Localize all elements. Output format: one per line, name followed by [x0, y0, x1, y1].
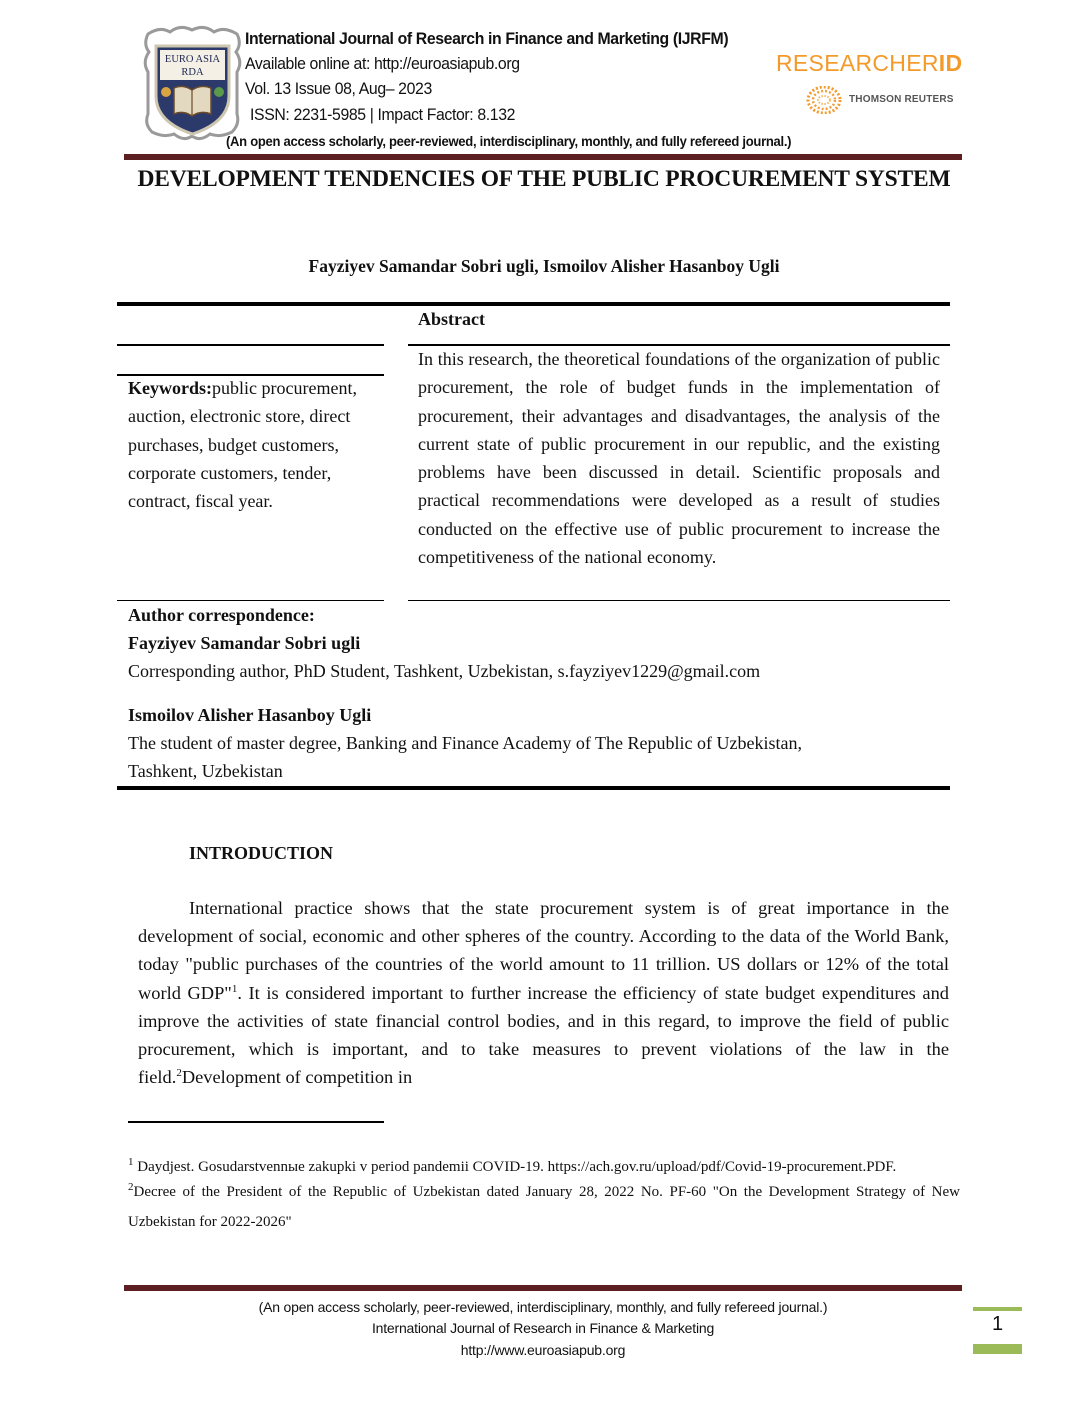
keywords-label: Keywords:	[128, 378, 212, 398]
thomson-reuters-dots-icon	[806, 86, 842, 114]
author2-name: Ismoilov Alisher Hasanboy Ugli	[128, 705, 372, 725]
footer-tagline: (An open access scholarly, peer-reviewed, interdisciplinary, monthly, and fully refereed journal.)	[258, 1299, 828, 1315]
page-number: 1	[991, 1313, 1004, 1335]
researcherid-prefix: RESEARCHER	[776, 50, 939, 76]
introduction-heading: INTRODUCTION	[189, 843, 334, 863]
footnote-ref-1[interactable]: 1	[231, 982, 238, 995]
footer-divider	[124, 1285, 962, 1291]
journal-logo	[140, 24, 245, 142]
logo-text-2: RDA	[181, 67, 204, 78]
intro-text-1: International practice shows that the state procurement system is of great importance in the development of social, economic and other spheres of the country. According to the data of the World Bank, today "public purchases of the countries of the world amount to 11 trillion. US dollars or 12% of the total world GDP"	[138, 898, 949, 1003]
footnote-text: Daydjest. Gosudarstvennыe zakupki v period pandemii COVID-19. https://ach.gov.ru/upload/pdf/Covid-19-procurement.PDF.	[133, 1159, 897, 1175]
article-authors: Fayziyev Samandar Sobri ugli, Ismoilov Alisher Hasanboy Ugli	[308, 256, 780, 276]
author2-affiliation-2: Tashkent, Uzbekistan	[128, 761, 283, 781]
journal-title: International Journal of Research in Finance and Marketing (IJRFM)	[245, 29, 729, 48]
author1-affiliation: Corresponding author, PhD Student, Tashkent, Uzbekistan, s.fayziyev1229@gmail.com	[128, 661, 761, 681]
footnote-mark: 2	[128, 1181, 134, 1193]
footnote-1	[128, 1157, 960, 1177]
author1-name: Fayziyev Samandar Sobri ugli	[128, 633, 361, 653]
correspondence-label: Author correspondence:	[128, 605, 315, 625]
abstract-text: In this research, the theoretical foundations of the organization of public procurement, the role of budget funds in the implementation of procurement, their advantages and disadvantages, the analysis of the current state of public procurement in our republic, and the existing problems have been discussed in detail. Scientific proposals and practical recommendations were developed as a result of studies conducted on the effective use of public procurement to increase the competitiveness of the national economy.	[418, 349, 940, 568]
footnote-mark: 1	[128, 1156, 134, 1168]
page-number-bottom-bar	[973, 1344, 1022, 1354]
footnote-2	[128, 1177, 960, 1237]
intro-text-2: . It is considered important to further increase the efficiency of state budget expenditures and improve the activities of state financial control bodies, and in this regard, to improve the field of public procurement, which is important, and to take measures to prevent violations of the law in the field.	[138, 982, 949, 1088]
volume-issue: Vol. 13 Issue 08, Aug– 2023	[245, 79, 432, 98]
issn-impact-factor: ISSN: 2231-5985 | Impact Factor: 8.132	[250, 105, 516, 124]
footnote-ref-2[interactable]: 2	[176, 1067, 182, 1080]
available-online-text: Available online at: http://euroasiapub.org	[245, 54, 520, 73]
page-number-top-bar	[973, 1307, 1022, 1311]
keywords-block	[128, 374, 378, 515]
author2-affiliation-1: The student of master degree, Banking and Finance Academy of The Republic of Uzbekistan,	[128, 733, 802, 753]
header-tagline: (An open access scholarly, peer-reviewed, interdisciplinary, monthly, and fully refereed journal.)	[226, 133, 792, 149]
shield-logo-icon	[140, 24, 245, 142]
logo-text-1: EURO ASIA	[164, 54, 221, 65]
abstract-bottom-rule	[408, 600, 950, 601]
footnote-separator	[128, 1121, 384, 1123]
header-divider	[124, 154, 962, 160]
introduction-body	[138, 894, 949, 1091]
footnote-text: Decree of the President of the Republic of Uzbekistan dated January 28, 2022 No. PF-60 "On the Development Strategy of New Uzbekistan for 2022-2026"	[128, 1184, 960, 1230]
article-title: DEVELOPMENT TENDENCIES OF THE PUBLIC PROCUREMENT SYSTEM	[137, 166, 951, 192]
footer-url[interactable]: http://www.euroasiapub.org	[460, 1342, 626, 1358]
abstract-heading: Abstract	[418, 309, 485, 329]
keywords-text: public procurement, auction, electronic store, direct purchases, budget customers, corporate customers, tender, contract, fiscal year.	[128, 378, 357, 512]
researcherid-logo	[776, 50, 962, 77]
table-top-rule	[117, 302, 950, 306]
left-rule-1	[117, 344, 384, 346]
thomson-reuters-text: THOMSON REUTERS	[849, 94, 954, 105]
footer-journal-name: International Journal of Research in Finance & Marketing	[371, 1320, 715, 1336]
researcherid-suffix: ID	[938, 50, 963, 76]
footnotes	[128, 1157, 960, 1237]
intro-text-3: Development of competition in	[181, 1067, 413, 1088]
table-bottom-rule	[117, 786, 950, 790]
